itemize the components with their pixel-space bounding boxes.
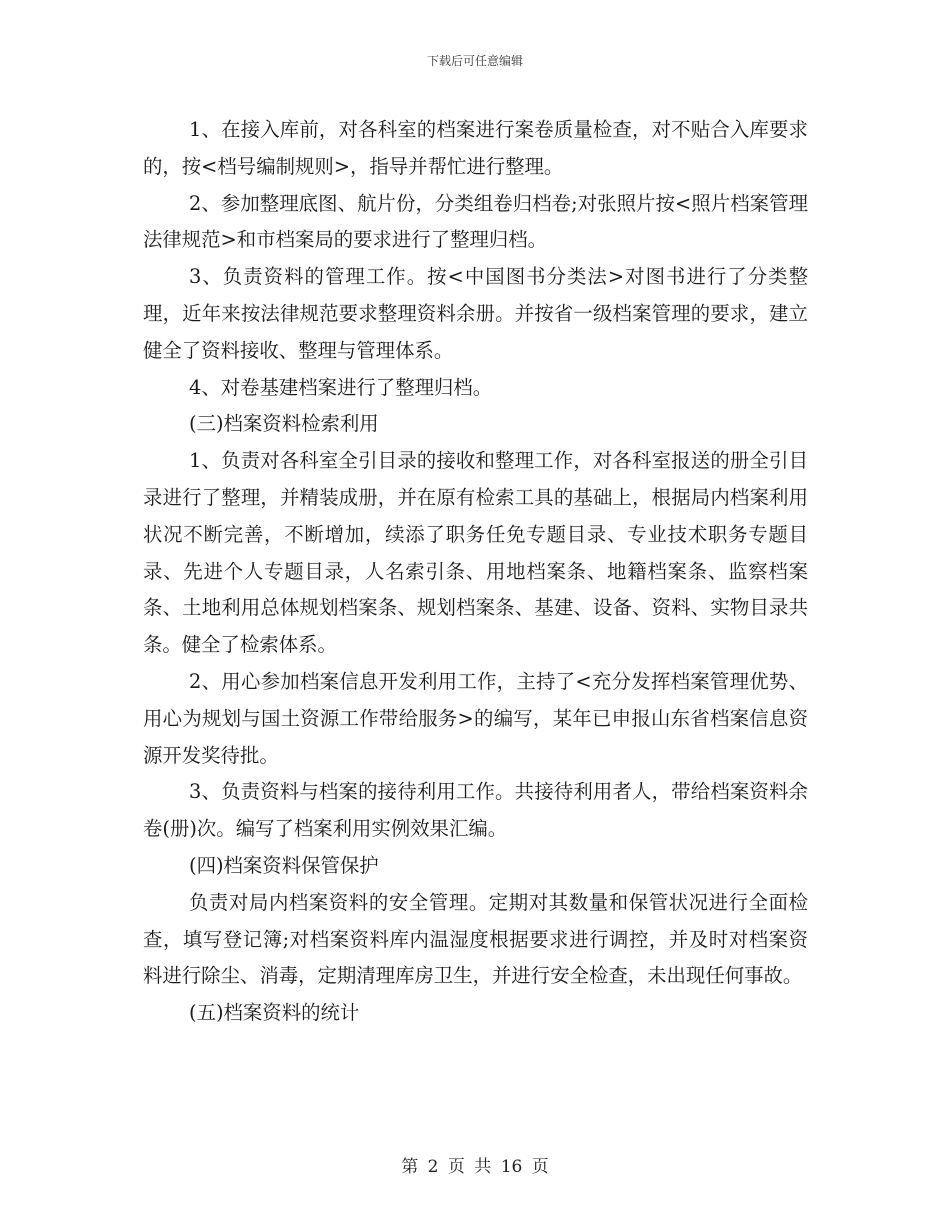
paragraph-5: 1、负责对各科室全引目录的接收和整理工作，对各科室报送的册全引目录进行了整理，并精装成册，并在原有检索工具的基础上，根据局内档案利用状况不断完善，不断增加，续添了职务任免专题目录、专业技术职务专题目录、先进个人专题目录，人名索引条、用地档案条、地籍档案条、监察档案条、土地利用总体规划档案条、规划档案条、基建、设备、资料、实物目录共条。健全了检索体系。: [143, 449, 808, 657]
page-header-note: 下载后可任意编辑: [426, 54, 523, 68]
section-heading-4: (四)档案资料保管保护: [189, 853, 379, 877]
paragraph-1: 1、在接入库前，对各科室的档案进行案卷质量检查，对不贴合入库要求的，按<档号编制规则>，指导并帮忙进行整理。: [143, 118, 808, 178]
paragraph-4: 4、对卷基建档案进行了整理归档。: [189, 375, 493, 399]
paragraph-2: 2、参加整理底图、航片份，分类组卷归档卷;对张照片按<照片档案管理法律规范>和市档案局的要求进行了整理归档。: [143, 191, 808, 252]
paragraph-7: 3、负责资料与档案的接待利用工作。共接待利用者人，带给档案资料余卷(册)次。编写了档案利用实例效果汇编。: [143, 780, 808, 841]
page-number: 第 2 页 共 16 页: [401, 1157, 549, 1177]
document-body: [143, 112, 808, 1032]
paragraph-3: 3、负责资料的管理工作。按<中国图书分类法>对图书进行了分类整理，近年来按法律规范要求整理资料余册。并按省一级档案管理的要求，建立健全了资料接收、整理与管理体系。: [143, 265, 808, 362]
paragraph-6: 2、用心参加档案信息开发利用工作，主持了<充分发挥档案管理优势、用心为规划与国土资源工作带给服务>的编写，某年已申报山东省档案信息资源开发奖待批。: [143, 669, 808, 767]
section-heading-3: (三)档案资料检索利用: [189, 412, 379, 436]
paragraph-8: 负责对局内档案资料的安全管理。定期对其数量和保管状况进行全面检查，填写登记簿;对档案资料库内温湿度根据要求进行调控，并及时对档案资料进行除尘、消毒，定期清理库房卫生，并进行安全检查，未出现任何事故。: [143, 890, 808, 988]
section-heading-5: (五)档案资料的统计: [189, 1001, 360, 1025]
